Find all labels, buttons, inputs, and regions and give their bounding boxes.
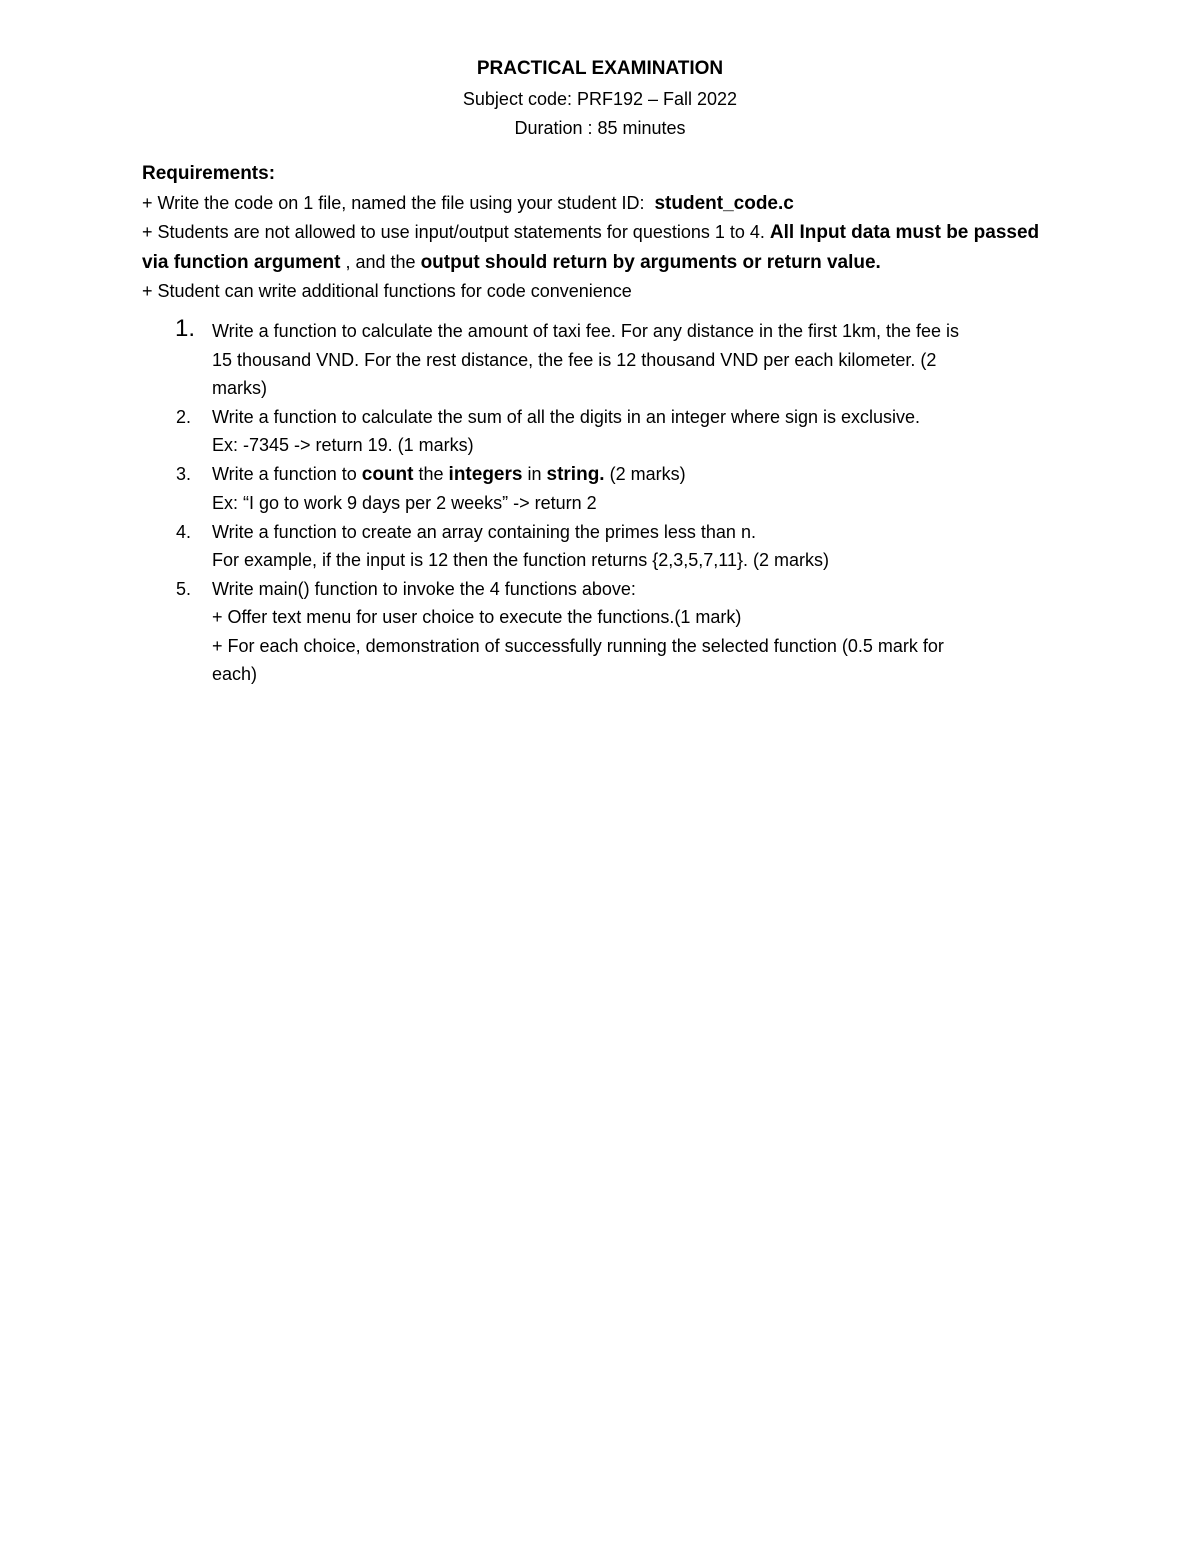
question-number: 2.: [176, 406, 192, 427]
io-rule-bold-input: All Input data must be passed via function argument: [142, 222, 1040, 273]
io-rule-end: .: [875, 251, 881, 273]
question-line: Write a function to create an array containing the primes less than n.: [212, 521, 756, 542]
question-example: Ex: “I go to work 9 days per 2 weeks” -> return 2: [212, 493, 597, 513]
io-rule-mid: , and the: [345, 251, 416, 272]
question-line: each): [212, 664, 258, 684]
q3-mid2: in: [527, 463, 542, 484]
question-line: Write main() function to invoke the 4 functions above:: [212, 578, 636, 599]
question-line: + Offer text menu for user choice to execute the functions.(1 mark): [212, 607, 742, 627]
question-number: 1.: [175, 315, 196, 342]
question-line: Write a function to calculate the amount of taxi fee. For any distance in the first 1km, the fee is: [212, 321, 960, 341]
question-line: [212, 460, 1062, 490]
requirement-io-rule: [142, 218, 1062, 277]
q3-mid1: the: [418, 463, 444, 484]
question-line: Write a function to calculate the sum of all the digits in an integer where sign is exclusive.: [212, 406, 921, 427]
question-list: [142, 317, 1062, 689]
requirements-heading: Requirements:: [142, 163, 276, 184]
question-line: 15 thousand VND. For the rest distance, the fee is 12 thousand VND per each kilometer. (2: [212, 349, 937, 370]
question-line: + For each choice, demonstration of successfully running the selected function (0.5 mark for: [212, 635, 944, 656]
question-line: marks): [212, 378, 267, 398]
question-number: 3.: [176, 463, 192, 484]
question-1: [142, 317, 1062, 403]
question-line: For example, if the input is 12 then the function returns {2,3,5,7,11}. (2 marks): [212, 550, 830, 570]
io-rule-text: + Students are not allowed to use input/output statements for questions 1 to 4.: [142, 222, 765, 242]
file-name-value: student_code.c: [654, 192, 794, 214]
question-4: [142, 518, 1062, 575]
question-line: Ex: -7345 -> return 19. (1 marks): [212, 435, 474, 455]
question-3: [142, 460, 1062, 518]
question-number: 5.: [176, 578, 192, 599]
q3-pre: Write a function to: [212, 463, 357, 484]
q3-bold-integers: integers: [448, 463, 523, 485]
q3-post: (2 marks): [604, 463, 686, 484]
subject-code: Subject code: PRF192 – Fall 2022: [462, 89, 738, 109]
question-5: [142, 575, 1062, 689]
requirements-section: [142, 160, 1062, 306]
q3-bold-count: count: [361, 463, 414, 485]
question-2: [142, 403, 1062, 460]
io-rule-bold-output: output should return by arguments or return value: [420, 251, 876, 273]
requirement-additional-functions: + Student can write additional functions for code convenience: [142, 281, 632, 301]
q3-bold-string: string.: [546, 463, 605, 485]
exam-duration: Duration : 85 minutes: [514, 118, 686, 138]
question-number: 4.: [176, 521, 192, 542]
requirement-file-text: + Write the code on 1 file, named the file using your student ID:: [142, 192, 645, 213]
requirement-file-name: [142, 189, 1062, 219]
exam-title: PRACTICAL EXAMINATION: [476, 58, 724, 79]
